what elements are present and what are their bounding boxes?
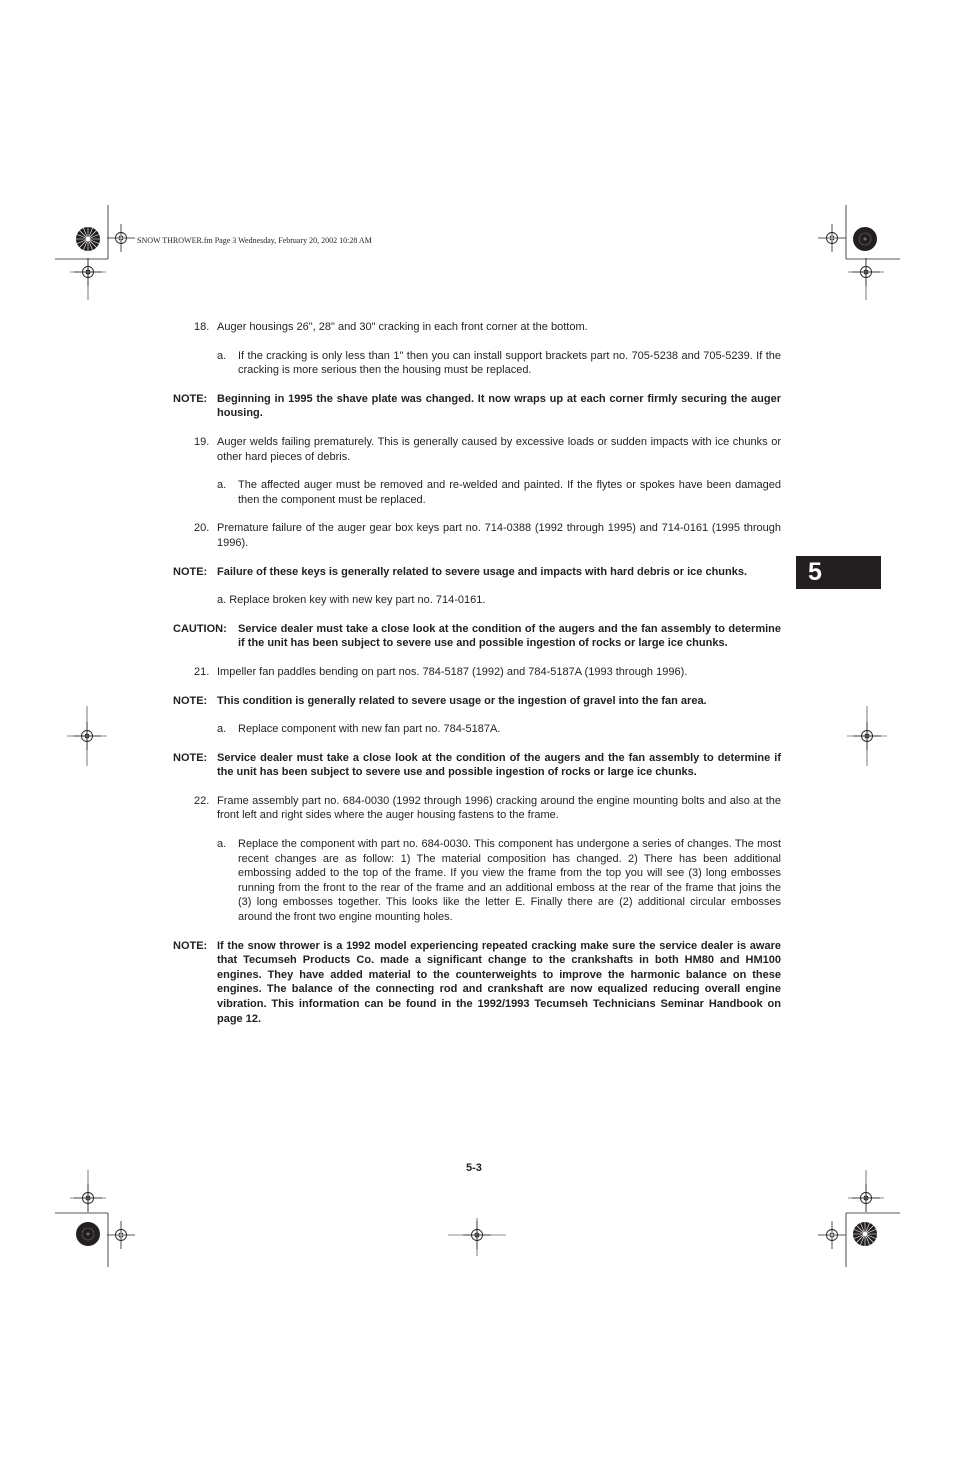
sub-item: a. Replace broken key with new key part no. 714-0161. xyxy=(217,594,486,607)
note-label: NOTE: xyxy=(173,751,208,764)
document-body xyxy=(173,320,781,1026)
note-text: If the snow thrower is a 1992 model experiencing repeated cracking make sure the service dealer is aware that Tecumseh Products Co. made a significant change to the crankshafts in both HM80 and HM100 engines. They have added material to the counterweights to improve the harmonic balance on these engines. The balance of the connecting rod and crankshaft are now equalized reducing overall engine vibration. This information can be found in the 1992/1993 Tecumseh Technicians Seminar Handbook on page 12. xyxy=(217,939,781,1025)
item-text: Replace component with new fan part no. 784-5187A. xyxy=(238,723,501,736)
note-label: NOTE: xyxy=(173,694,208,707)
sub-item xyxy=(173,837,781,925)
item-text: Premature failure of the auger gear box keys part no. 714-0388 (1992 through 1995) and 714-0161 (1995 through 1996). xyxy=(217,522,781,549)
item-number: 22. xyxy=(194,794,210,807)
item-number: 20. xyxy=(194,522,210,535)
note-block xyxy=(173,751,781,780)
item-number: a. xyxy=(217,723,227,736)
list-item xyxy=(173,794,781,823)
item-number: a. xyxy=(217,838,227,851)
file-slug: SNOW THROWER.fm Page 3 Wednesday, February 20, 2002 10:28 AM xyxy=(137,236,372,245)
list-item xyxy=(173,320,781,335)
item-number: 19. xyxy=(194,435,210,448)
item-text: If the cracking is only less than 1" then you can install support brackets part no. 705-5238 and 705-5239. If the cracking is more serious then the housing must be replaced. xyxy=(238,349,781,377)
caution-block xyxy=(173,622,781,651)
note-text: This condition is generally related to severe usage or the ingestion of gravel into the fan area. xyxy=(217,694,707,707)
note-block xyxy=(173,939,781,1027)
sub-item xyxy=(173,478,781,507)
item-text: The affected auger must be removed and re-welded and painted. If the flytes or spokes have been damaged then the component must be replaced. xyxy=(238,479,781,506)
sub-item xyxy=(173,722,781,737)
item-text: Impeller fan paddles bending on part nos. 784-5187 (1992) and 784-5187A (1993 through 1996). xyxy=(217,665,688,678)
item-number: a. xyxy=(217,349,227,362)
item-number: 21. xyxy=(194,665,210,678)
section-tab-number: 5 xyxy=(808,558,822,586)
note-text: Service dealer must take a close look at the condition of the augers and the fan assembly to determine if the unit has been subject to severe use and possible ingestion of rocks or large ice chunks. xyxy=(217,751,781,779)
item-text: Frame assembly part no. 684-0030 (1992 through 1996) cracking around the engine mounting bolts and also at the front left and right sides where the auger housing fastens to the frame. xyxy=(217,794,781,822)
item-text: Replace the component with part no. 684-0030. This component has undergone a series of changes. The most recent changes are as follow: 1) The material composition has changed. 2) There has been additional embossing added to the top of the frame. If you view the frame from the top you will see (3) long embosses running from the front to the rear of the frame and an additional emboss at the rear of the frame that joins the (3) long embosses together. This looks like the letter E. Finally there are (2) additional circular embosses around the front two engine mounting holes. xyxy=(238,838,781,924)
note-block xyxy=(173,565,781,580)
caution-text: Service dealer must take a close look at the condition of the augers and the fan assembly to determine if the unit has been subject to severe use and possible ingestion of rocks or large ice chunks. xyxy=(238,622,781,650)
item-number: a. xyxy=(217,479,227,492)
note-label: NOTE: xyxy=(173,392,208,405)
page-number: 5-3 xyxy=(466,1162,482,1174)
note-label: NOTE: xyxy=(173,565,208,578)
item-number: 18. xyxy=(194,321,210,333)
section-tab xyxy=(796,556,881,589)
list-item xyxy=(173,665,781,680)
note-text: Failure of these keys is generally related to severe usage and impacts with hard debris or ice chunks. xyxy=(217,565,748,578)
item-text: Auger welds failing prematurely. This is generally caused by excessive loads or sudden impacts with ice chunks or other hard pieces of debris. xyxy=(217,435,781,463)
caution-label: CAUTION: xyxy=(173,622,227,635)
note-text: Beginning in 1995 the shave plate was changed. It now wraps up at each corner firmly securing the auger housing. xyxy=(217,392,781,420)
note-block xyxy=(173,392,781,421)
list-item xyxy=(173,435,781,464)
note-label: NOTE: xyxy=(173,939,208,952)
sub-item xyxy=(173,349,781,378)
list-item xyxy=(173,521,781,550)
item-text: Auger housings 26", 28" and 30" cracking in each front corner at the bottom. xyxy=(217,321,588,333)
note-block xyxy=(173,694,781,709)
